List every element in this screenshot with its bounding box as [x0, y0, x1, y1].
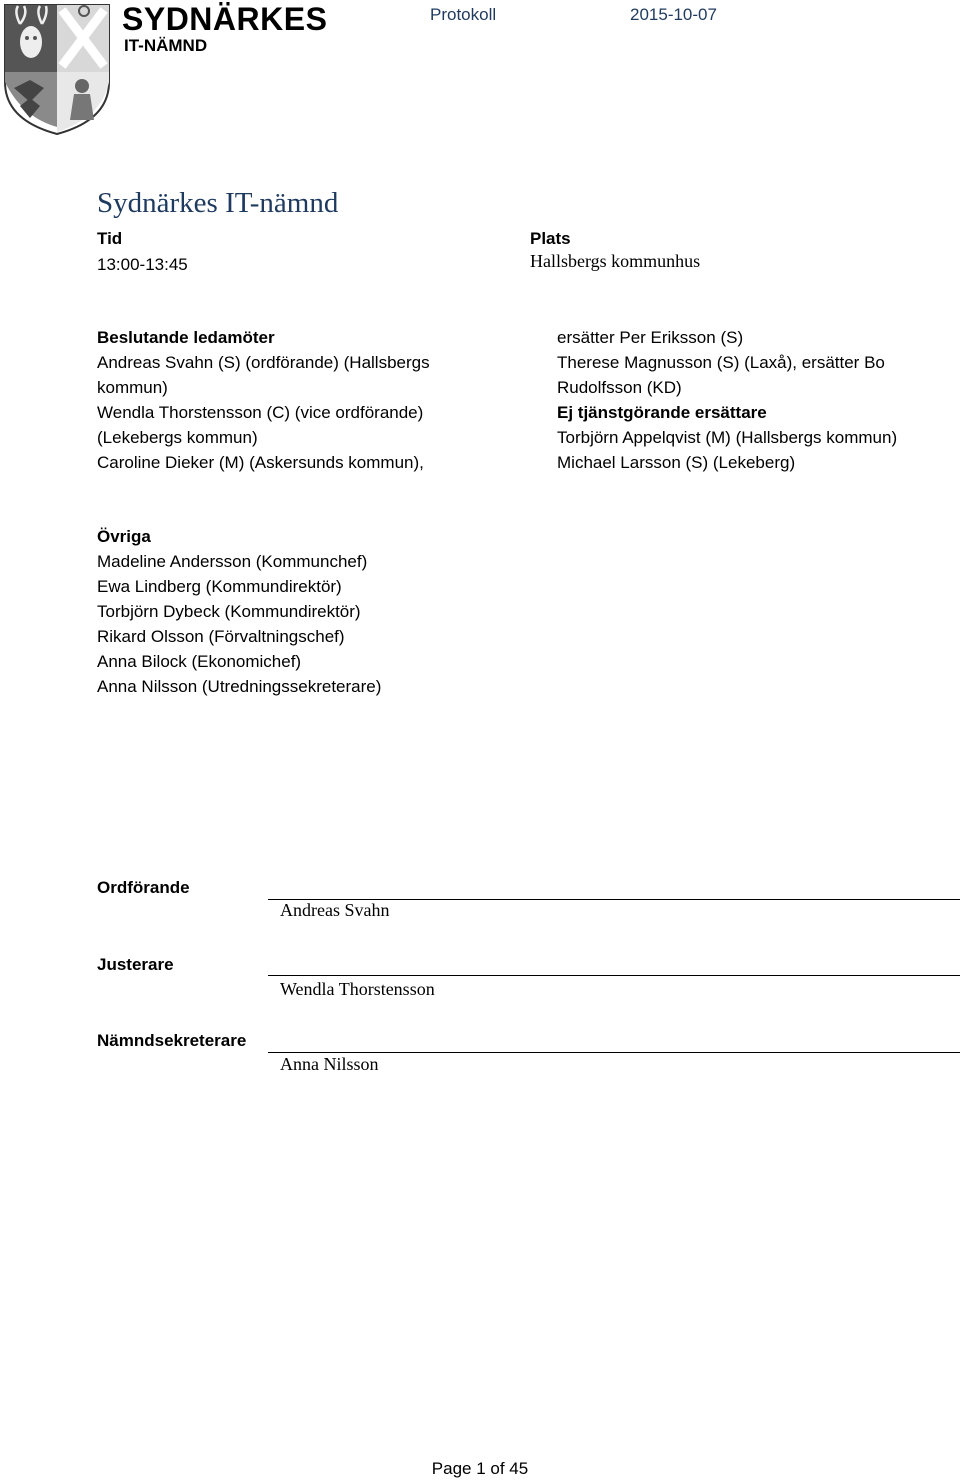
signature-line-adjuster [268, 975, 960, 976]
member-line: Caroline Dieker (M) (Askersunds kommun), [97, 453, 424, 472]
signature-name-secretary: Anna Nilsson [280, 1054, 379, 1074]
member-line: ersätter Per Eriksson (S) [557, 328, 744, 347]
document-date: 2015-10-07 [630, 5, 717, 24]
coat-of-arms-icon [2, 2, 112, 136]
others-line: Torbjörn Dybeck (Kommundirektör) [97, 602, 361, 621]
others-line: Madeline Andersson (Kommunchef) [97, 552, 368, 571]
member-line: Rudolfsson (KD) [557, 378, 682, 397]
member-line: Therese Magnusson (S) (Laxå), ersätter Bo [557, 353, 885, 372]
page-number: Page 1 of 45 [431, 1459, 529, 1478]
signature-role-secretary: Nämndsekreterare [97, 1031, 247, 1050]
substitute-line: Torbjörn Appelqvist (M) (Hallsbergs kommun) [557, 428, 898, 447]
members-right-column [557, 325, 957, 475]
others-section [97, 524, 597, 699]
place-label: Plats [530, 229, 571, 248]
others-line: Anna Nilsson (Utredningssekreterare) [97, 677, 382, 696]
others-line: Anna Bilock (Ekonomichef) [97, 652, 302, 671]
place-value: Hallsbergs kommunhus [530, 251, 701, 271]
signature-name-chair: Andreas Svahn [280, 900, 390, 920]
substitutes-label: Ej tjänstgörande ersättare [557, 403, 767, 422]
signature-role-chair: Ordförande [97, 878, 190, 897]
member-line: Wendla Thorstensson (C) (vice ordförande) [97, 403, 424, 422]
others-line: Ewa Lindberg (Kommundirektör) [97, 577, 342, 596]
brand-subtitle: IT-NÄMND [124, 36, 208, 55]
member-line: kommun) [97, 378, 168, 397]
page-title: Sydnärkes IT-nämnd [97, 187, 339, 219]
signature-name-adjuster: Wendla Thorstensson [280, 979, 435, 999]
brand-name: SYDNÄRKES [122, 1, 328, 37]
time-value: 13:00-13:45 [97, 255, 188, 274]
members-label: Beslutande ledamöter [97, 328, 275, 347]
members-left-column [97, 325, 497, 475]
substitute-line: Michael Larsson (S) (Lekeberg) [557, 453, 796, 472]
others-line: Rikard Olsson (Förvaltningschef) [97, 627, 345, 646]
member-line: (Lekebergs kommun) [97, 428, 258, 447]
document-type: Protokoll [430, 5, 497, 24]
time-label: Tid [97, 229, 123, 248]
member-line: Andreas Svahn (S) (ordförande) (Hallsbergs [97, 353, 430, 372]
signature-role-adjuster: Justerare [97, 955, 174, 974]
others-label: Övriga [97, 527, 151, 546]
